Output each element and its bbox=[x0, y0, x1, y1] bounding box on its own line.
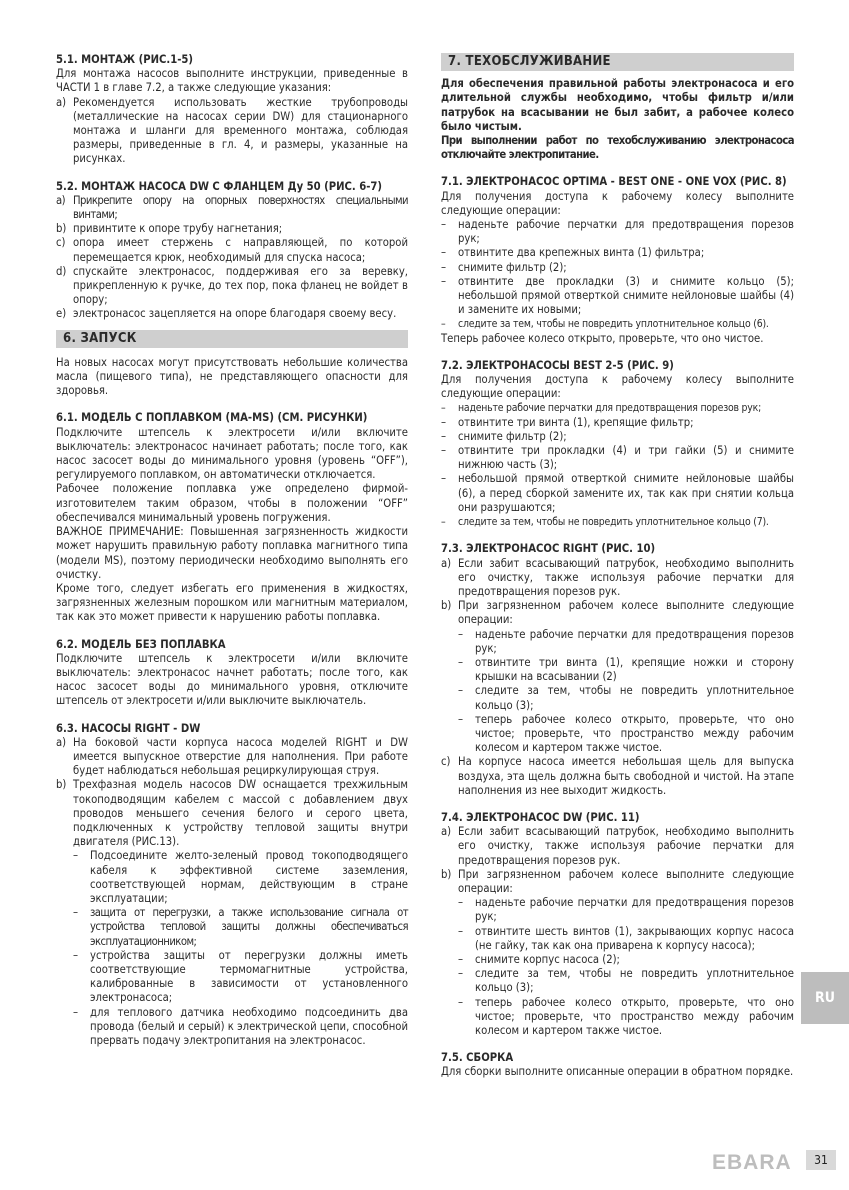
list-item: a) На боковой части корпуса насоса моделей RIGHT и DW имеется выпускное отверстие для наполнения. При работе будет наблюдаться небольшая рециркулирующая струя. bbox=[56, 735, 408, 778]
dash-item: – снимите фильтр (2); bbox=[441, 260, 567, 274]
section-5-1-intro: Для монтажа насосов выполните инструкции, приведенные в ЧАСТИ 1 в главе 7.2, а также следующие указания: bbox=[56, 67, 408, 95]
section-6-intro: На новых насосах могут присутствовать небольшие количества масла (пищевого типа), не представляющего опасности для здоровья. bbox=[56, 355, 408, 398]
paragraph: Подключите штепсель к электросети и/или включите выключатель: электронасос начинает работать; после того, как насос засосет воды до минимального уровня (уровень “OFF”), регулируемого поплавком, он автоматически отключается. bbox=[56, 425, 408, 482]
paragraph: Рабочее положение поплавка уже определено фирмой-изготовителем таким образом, чтобы в положении “OFF” обеспечивался минимальный уровень погружения. bbox=[56, 482, 408, 524]
list-item: b) При загрязненном рабочем колесе выполните следующие операции: bbox=[441, 867, 794, 895]
dash-item: – устройства защиты от перегрузки должны иметь соответствующие термомагнитные устройства, калиброванные в зависимости от установленного электронасоса; bbox=[73, 948, 408, 1005]
list-item: b) При загрязненном рабочем колесе выполните следующие операции: bbox=[441, 599, 794, 627]
dash-item: – отвинтите три винта (1), крепящие фильтр; bbox=[441, 415, 694, 429]
dash-item: – защита от перегрузки, а также использование сигнала от устройства тепловой защиты должны обеспечиваться эксплуатационником; bbox=[73, 906, 408, 948]
dash-item: – теперь рабочее колесо открыто, проверьте, что оно чистое; проверьте, что пространство между рабочим колесом и картером также чистое. bbox=[458, 712, 794, 755]
list-item: d) спускайте электронасос, поддерживая его за веревку, прикрепленную к ручке, до тех пор, пока фланец не войдет в опору; bbox=[56, 264, 408, 307]
maintenance-warning: Для обеспечения правильной работы электронасоса и его длительной службы необходимо, чтобы фильтр и/или патрубок на всасывании не был забит, а рабочее колесо было чистым. bbox=[441, 77, 794, 133]
section-6-3-title: 6.3. НАСОСЫ RIGHT - DW bbox=[56, 721, 201, 735]
paragraph: Теперь рабочее колесо открыто, проверьте, что оно чистое. bbox=[441, 331, 764, 345]
section-7-3-title: 7.3. ЭЛЕКТРОНАСОС RIGHT (РИС. 10) bbox=[441, 542, 656, 556]
list-item: a) Рекомендуется использовать жесткие трубопроводы (металлические на насосах серии DW) для стационарного монтажа и шланги для временного монтажа, соблюдая размеры, приведенные в гл. 4, и размеры, указанные на рисунках. bbox=[56, 95, 408, 166]
power-off-warning: При выполнении работ по техобслуживанию электронасоса отключайте электропитание. bbox=[441, 134, 794, 162]
dash-item: – снимите корпус насоса (2); bbox=[458, 952, 620, 966]
paragraph: Кроме того, следует избегать его применения в жидкостях, загрязненных железным порошком или магнитным материалом, так как это может привести к нарушению работы поплавка. bbox=[56, 581, 408, 624]
dash-item: – наденьте рабочие перчатки для предотвращения порезов рук; bbox=[458, 627, 794, 655]
dash-item: – небольшой прямой отверткой снимите нейлоновые шайбы (6), а перед сборкой замените их, так как при снятии кольца они разрушаются; bbox=[441, 472, 794, 514]
dash-item: – теперь рабочее колесо открыто, проверьте, что оно чистое; проверьте, что пространство между рабочим колесом и картером также чистое. bbox=[458, 995, 794, 1037]
dash-item: – отвинтите два крепежных винта (1) фильтра; bbox=[441, 246, 705, 260]
section-7-4-title: 7.4. ЭЛЕКТРОНАСОС DW (РИС. 11) bbox=[441, 810, 640, 824]
paragraph: Подключите штепсель к электросети и/или включите выключатель: электронасос начнет работать; после того, как насос засосет воды до минимального уровня, отключите штепсель от электросети и/или выключите выключатель. bbox=[56, 651, 408, 708]
dash-item: – наденьте рабочие перчатки для предотвращения порезов рук; bbox=[458, 896, 794, 924]
dash-item: – следите за тем, чтобы не повредить уплотнительное кольцо (6). bbox=[441, 318, 769, 331]
section-7-1-title: 7.1. ЭЛЕКТРОНАСОС OPTIMA - BEST ONE - ONE VOX (РИС. 8) bbox=[441, 175, 787, 189]
dash-item: – отвинтите шесть винтов (1), закрывающих корпус насоса (не гайку, так как она приварена к корпусу насоса); bbox=[458, 924, 794, 952]
list-item: b) Трехфазная модель насосов DW оснащается трехжильным токоподводящим кабелем с массой с добавлением двух проводов меньшего сечения белого и серого цвета, подключенных к устройству тепловой защиты внутри двигателя (РИС.13). bbox=[56, 778, 408, 849]
paragraph: ВАЖНОЕ ПРИМЕЧАНИЕ: Повышенная загрязненность жидкости может нарушить правильную работу поплавка магнитного типа (модели MS), поэтому периодически необходимо выполнять его очистку. bbox=[56, 525, 408, 581]
section-5-2-title: 5.2. МОНТАЖ НАСОСА DW С ФЛАНЦЕМ Ду 50 (РИС. 6-7) bbox=[56, 179, 383, 193]
dash-item: – наденьте рабочие перчатки для предотвращения порезов рук; bbox=[441, 402, 762, 415]
section-6-2-title: 6.2. МОДЕЛЬ БЕЗ ПОПЛАВКА bbox=[56, 637, 226, 651]
section-7-5-title: 7.5. СБОРКА bbox=[441, 1051, 514, 1065]
right-column bbox=[441, 53, 794, 1080]
logo-text: EBARA bbox=[712, 1151, 792, 1173]
dash-item: – для теплового датчика необходимо подсоединить два провода (белый и серый) к электрической цепи, способной прервать подачу электропитания на электронасос. bbox=[73, 1005, 408, 1047]
page-number: 31 bbox=[806, 1150, 836, 1170]
dash-item: – снимите фильтр (2); bbox=[441, 429, 567, 443]
left-column bbox=[56, 53, 408, 1048]
dash-item: – отвинтите три винта (1), крепящие ножки и сторону крышки на всасывании (2) bbox=[458, 655, 794, 684]
dash-item: – Подсоедините желто-зеленый провод токоподводящего кабеля к эффективной системе заземления, соответствующей нормам, действующим в стране эксплуатации; bbox=[73, 849, 408, 905]
paragraph: Для получения доступа к рабочему колесу выполните следующие операции: bbox=[441, 189, 794, 217]
dash-item: – следите за тем, чтобы не повредить уплотнительное кольцо (3); bbox=[458, 967, 794, 995]
dash-item: – следите за тем, чтобы не повредить уплотнительное кольцо (7). bbox=[441, 516, 769, 529]
paragraph: Для получения доступа к рабочему колесу выполните следующие операции: bbox=[441, 373, 794, 401]
list-item: c) опора имеет стержень с направляющей, по которой перемещается крюк, необходимый для спуска насоса; bbox=[56, 236, 408, 264]
section-7-header: 7. ТЕХОБСЛУЖИВАНИЕ bbox=[441, 53, 794, 71]
language-tab: RU bbox=[801, 972, 849, 1024]
dash-item: – наденьте рабочие перчатки для предотвращения порезов рук; bbox=[441, 218, 794, 246]
section-6-1-title: 6.1. МОДЕЛЬ С ПОПЛАВКОМ (MA-MS) (СМ. РИСУНКИ) bbox=[56, 411, 368, 425]
dash-item: – следите за тем, чтобы не повредить уплотнительное кольцо (3); bbox=[458, 684, 794, 712]
ebara-logo bbox=[712, 1149, 794, 1173]
section-7-2-title: 7.2. ЭЛЕКТРОНАСОСЫ BEST 2-5 (РИС. 9) bbox=[441, 358, 674, 372]
list-item: a) Если забит всасывающий патрубок, необходимо выполнить его очистку, также используя рабочие перчатки для предотвращения порезов рук. bbox=[441, 556, 794, 598]
list-item: b) привинтите к опоре трубу нагнетания; bbox=[56, 222, 283, 236]
paragraph: Для сборки выполните описанные операции в обратном порядке. bbox=[441, 1065, 794, 1079]
list-item: a) Прикрепите опору на опорных поверхностях специальными винтами; bbox=[56, 193, 408, 222]
list-item: a) Если забит всасывающий патрубок, необходимо выполнить его очистку, также используя рабочие перчатки для предотвращения порезов рук. bbox=[441, 825, 794, 867]
section-6-header: 6. ЗАПУСК bbox=[56, 330, 408, 348]
dash-item: – отвинтите две прокладки (3) и снимите кольцо (5); небольшой прямой отверткой снимите нейлоновые шайбы (4) и замените их новыми; bbox=[441, 274, 794, 317]
list-item: e) электронасос зацепляется на опоре благодаря своему весу. bbox=[56, 307, 397, 321]
section-5-1-title: 5.1. МОНТАЖ (РИС.1-5) bbox=[56, 53, 194, 66]
dash-item: – отвинтите три прокладки (4) и три гайки (5) и снимите нижнюю часть (3); bbox=[441, 444, 794, 472]
list-item: c) На корпусе насоса имеется небольшая щель для выпуска воздуха, эта щель должна быть свободной и чистой. На этапе наполнения из нее выходит жидкость. bbox=[441, 755, 794, 797]
